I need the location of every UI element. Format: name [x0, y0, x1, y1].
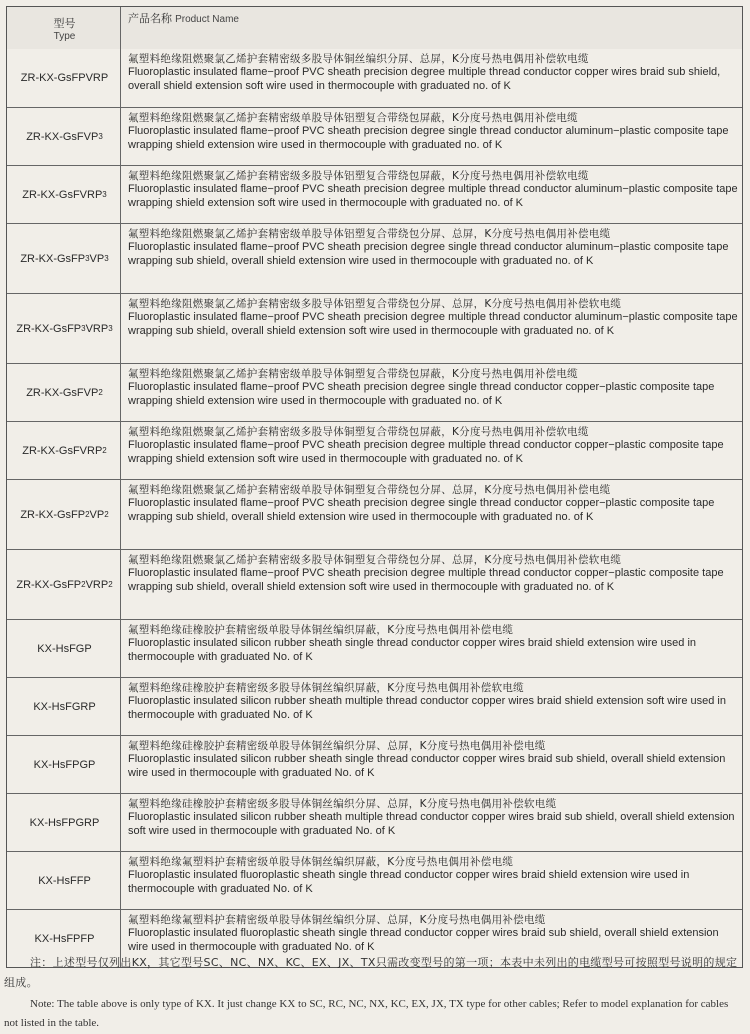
table-row: [7, 363, 742, 421]
type-code: VRP: [85, 322, 109, 335]
product-name-cell: [121, 294, 742, 363]
table-row: [7, 793, 742, 851]
product-name-cn: 氟塑料绝缘硅橡胶护套精密级多股导体铜丝编织分屏、总屏，K分度号热电偶用补偿软电缆: [128, 798, 557, 810]
product-name-en: Fluoroplastic insulated flame−proof PVC sheath precision degree single thread conductor copper−plastic composite tape wrapping sub shield, overall shield extension wire used in thermocouple with graduated no. of K: [128, 497, 715, 523]
type-code: KX-HsFPGRP: [29, 816, 100, 829]
type-cell: [7, 678, 121, 735]
product-name-cell: [121, 108, 742, 165]
table-row: [7, 619, 742, 677]
name-column-header: [121, 7, 742, 49]
table-row: [7, 851, 742, 909]
table-header: [7, 7, 742, 49]
type-subscript: 3: [102, 190, 107, 199]
type-header-cn: 型号: [53, 17, 76, 30]
type-code: VRP: [85, 578, 109, 591]
type-code: KX-HsFFP: [38, 874, 91, 887]
type-subscript: 2: [102, 446, 107, 455]
type-cell: [7, 422, 121, 479]
type-cell: [7, 852, 121, 909]
product-name-cn: 氟塑料绝缘氟塑料护套精密级单股导体铜丝编织屏蔽，K分度号热电偶用补偿电缆: [128, 856, 514, 868]
type-code: KX-HsFPFP: [34, 932, 95, 945]
table-row: [7, 479, 742, 549]
type-code: ZR-KX-GsFP: [20, 508, 86, 521]
product-name-cell: [121, 678, 742, 735]
type-cell: [7, 364, 121, 421]
product-name-en: Fluoroplastic insulated silicon rubber sheath multiple thread conductor copper wires braid sub shield, overall shield extension soft wire used in thermocouple with graduated No. of K: [128, 811, 735, 837]
type-cell: [7, 736, 121, 793]
type-code: KX-HsFGRP: [33, 700, 96, 713]
type-subscript: 3: [81, 324, 86, 333]
type-subscript: 2: [104, 510, 109, 519]
type-code: KX-HsFPGP: [33, 758, 96, 771]
type-code: ZR-KX-GsFP: [16, 578, 82, 591]
type-code: VP: [89, 508, 105, 521]
product-name-en: Fluoroplastic insulated flame−proof PVC sheath precision degree multiple thread conductor aluminum−plastic composite tape wrapping sub shield, overall shield extension soft wire used in thermocouple with graduated no. of K: [128, 311, 738, 337]
product-name-cn: 氟塑料绝缘阻燃聚氯乙烯护套精密级多股导体铜塑复合带绕包屏蔽，K分度号热电偶用补偿软电缆: [128, 426, 589, 438]
type-cell: [7, 224, 121, 293]
table-row: [7, 107, 742, 165]
type-code: ZR-KX-GsFVP: [26, 130, 99, 143]
product-name-cn: 氟塑料绝缘阻燃聚氯乙烯护套精密级多股导体铜丝编织分屏、总屏，K分度号热电偶用补偿软电缆: [128, 53, 589, 65]
table-row: [7, 165, 742, 223]
type-column-header: [7, 7, 121, 49]
type-subscript: 3: [104, 254, 109, 263]
type-subscript: 3: [98, 132, 103, 141]
product-name-cell: [121, 49, 742, 107]
table-row: [7, 293, 742, 363]
product-name-cell: [121, 422, 742, 479]
product-name-en: Fluoroplastic insulated flame−proof PVC sheath precision degree multiple thread conductor copper−plastic composite tape wrapping shield extension soft wire used in thermocouple with graduated no. of K: [128, 439, 724, 465]
table-row: [7, 677, 742, 735]
product-name-cn: 氟塑料绝缘阻燃聚氯乙烯护套精密级多股导体铝塑复合带绕包分屏、总屏，K分度号热电偶用补偿软电缆: [128, 298, 622, 310]
product-name-cn: 氟塑料绝缘阻燃聚氯乙烯护套精密级多股导体铝塑复合带绕包屏蔽，K分度号热电偶用补偿软电缆: [128, 170, 589, 182]
type-code: VP: [89, 252, 105, 265]
product-name-en: Fluoroplastic insulated flame−proof PVC sheath precision degree multiple thread conductor aluminum−plastic composite tape wrapping shield extension soft wire used in thermocouple with graduated no. of K: [128, 183, 738, 209]
product-name-en: Fluoroplastic insulated fluoroplastic sheath single thread conductor copper wires braid shield extension wire used in thermocouple with graduated No. of K: [128, 869, 690, 895]
type-cell: [7, 108, 121, 165]
product-name-cn: 氟塑料绝缘硅橡胶护套精密级单股导体铜丝编织分屏、总屏，K分度号热电偶用补偿电缆: [128, 740, 546, 752]
table-row: [7, 49, 742, 107]
product-name-en: Fluoroplastic insulated flame−proof PVC sheath precision degree single thread conductor copper−plastic composite tape wrapping shield extension wire used in thermocouple with graduated no. of K: [128, 381, 715, 407]
product-name-cell: [121, 736, 742, 793]
name-header-en: Product Name: [175, 14, 239, 25]
type-cell: [7, 794, 121, 851]
type-subscript: 2: [81, 580, 86, 589]
product-name-cn: 氟塑料绝缘阻燃聚氯乙烯护套精密级单股导体铜塑复合带绕包屏蔽，K分度号热电偶用补偿电缆: [128, 368, 578, 380]
type-code: ZR-KX-GsFVRP: [22, 444, 103, 457]
product-name-cell: [121, 364, 742, 421]
product-name-cell: [121, 852, 742, 909]
product-table: [6, 6, 743, 968]
type-cell: [7, 294, 121, 363]
type-subscript: 3: [85, 254, 90, 263]
type-cell: [7, 620, 121, 677]
product-name-cell: [121, 166, 742, 223]
name-header-cn: 产品名称: [128, 13, 172, 25]
type-code: ZR-KX-GsFVRP: [22, 188, 103, 201]
type-cell: [7, 550, 121, 619]
type-cell: [7, 49, 121, 107]
type-code: ZR-KX-GsFPVRP: [20, 72, 109, 84]
product-name-cn: 氟塑料绝缘阻燃聚氯乙烯护套精密级多股导体铜塑复合带绕包分屏、总屏，K分度号热电偶用补偿软电缆: [128, 554, 622, 566]
product-name-cell: [121, 224, 742, 293]
type-code: ZR-KX-GsFP: [20, 252, 86, 265]
product-name-cn: 氟塑料绝缘阻燃聚氯乙烯护套精密级单股导体铝塑复合带绕包分屏、总屏，K分度号热电偶用补偿电缆: [128, 228, 611, 240]
type-subscript: 2: [108, 580, 113, 589]
product-name-en: Fluoroplastic insulated flame−proof PVC sheath precision degree multiple thread conductor copper−plastic composite tape wrapping sub shield, overall shield extension soft wire used in thermocouple with graduated no. of K: [128, 567, 724, 593]
product-name-cn: 氟塑料绝缘阻燃聚氯乙烯护套精密级单股导体铜塑复合带绕包分屏、总屏，K分度号热电偶用补偿电缆: [128, 484, 611, 496]
product-name-en: Fluoroplastic insulated silicon rubber sheath single thread conductor copper wires braid sub shield, overall shield extension wire used in thermocouple with graduated No. of K: [128, 753, 726, 779]
product-name-en: Fluoroplastic insulated silicon rubber sheath single thread conductor copper wires braid shield extension wire used in thermocouple with graduated No. of K: [128, 637, 697, 663]
table-row: [7, 549, 742, 619]
table-row: [7, 735, 742, 793]
type-subscript: 2: [98, 388, 103, 397]
type-subscript: 3: [108, 324, 113, 333]
product-name-en: Fluoroplastic insulated flame−proof PVC sheath precision degree multiple thread conductor copper wires braid sub shield, overall shield extension soft wire used in thermocouple with graduated no. of K: [128, 66, 721, 92]
type-subscript: 2: [85, 510, 90, 519]
product-name-cell: [121, 480, 742, 549]
type-cell: [7, 166, 121, 223]
type-header-en: Type: [53, 30, 76, 42]
note-chinese: 注：上述型号仅列出KX，其它型号SC、NC、NX、KC、EX、JX、TX只需改变型号的第一项；本表中未列出的电缆型号可按照型号说明的规定组成。: [4, 956, 738, 989]
product-name-cn: 氟塑料绝缘硅橡胶护套精密级多股导体铜丝编织屏蔽，K分度号热电偶用补偿软电缆: [128, 682, 524, 694]
product-name-cell: [121, 620, 742, 677]
product-name-en: Fluoroplastic insulated silicon rubber sheath multiple thread conductor copper wires braid shield extension soft wire used in thermocouple with graduated No. of K: [128, 695, 726, 721]
product-name-en: Fluoroplastic insulated flame−proof PVC sheath precision degree single thread conductor aluminum−plastic composite tape wrapping shield extension wire used in thermocouple with graduated no. of K: [128, 125, 729, 151]
product-name-en: Fluoroplastic insulated fluoroplastic sheath single thread conductor copper wires braid sub shield, overall shield extension wire used in thermocouple with graduated No. of K: [128, 927, 719, 953]
product-name-cell: [121, 550, 742, 619]
product-name-cell: [121, 794, 742, 851]
type-cell: [7, 480, 121, 549]
product-name-en: Fluoroplastic insulated flame−proof PVC sheath precision degree single thread conductor aluminum−plastic composite tape wrapping sub shield, overall shield extension wire used in thermocouple with graduated no. of K: [128, 241, 729, 267]
table-row: [7, 223, 742, 293]
type-code: ZR-KX-GsFP: [16, 322, 82, 335]
type-code: ZR-KX-GsFVP: [26, 386, 99, 399]
note-english: Note: The table above is only type of KX. It just change KX to SC, RC, NC, NX, KC, EX, JX, TX type for other cables; Refer to model explanation for cables not listed in the table.: [4, 998, 729, 1029]
product-name-cn: 氟塑料绝缘硅橡胶护套精密级单股导体铜丝编织屏蔽，K分度号热电偶用补偿电缆: [128, 624, 514, 636]
type-code: KX-HsFGP: [37, 642, 92, 655]
product-name-cn: 氟塑料绝缘氟塑料护套精密级单股导体铜丝编织分屏、总屏，K分度号热电偶用补偿电缆: [128, 914, 546, 926]
product-name-cn: 氟塑料绝缘阻燃聚氯乙烯护套精密级单股导体铝塑复合带绕包屏蔽，K分度号热电偶用补偿电缆: [128, 112, 578, 124]
table-row: [7, 421, 742, 479]
